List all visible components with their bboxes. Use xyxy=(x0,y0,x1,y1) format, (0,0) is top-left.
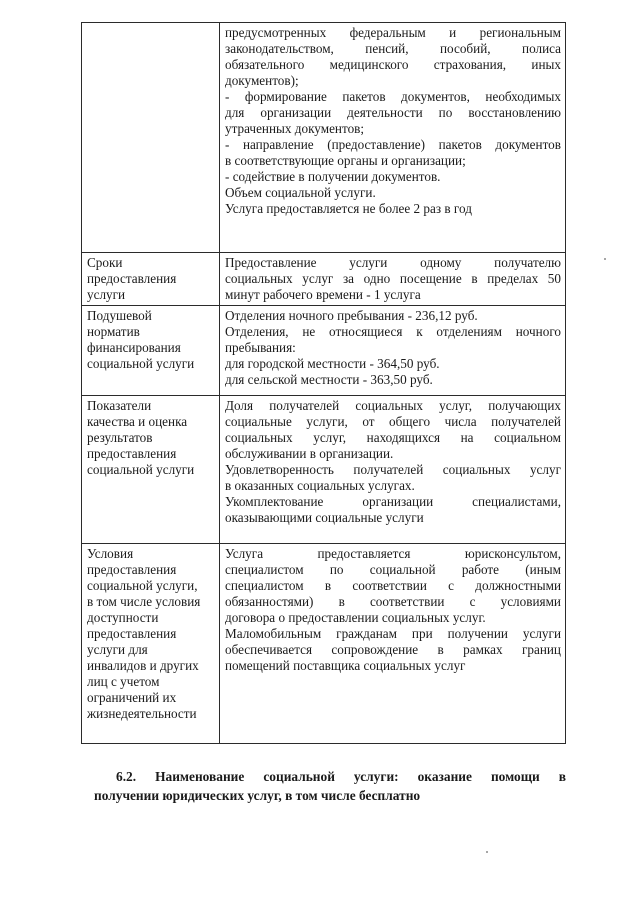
row-content-line: Объем социальной услуги. xyxy=(225,185,376,200)
row-label-line: инвалидов и других xyxy=(87,658,199,673)
row-content-line: утраченных документов; xyxy=(225,121,365,136)
row-content-cell xyxy=(220,396,566,544)
row-content-line: обеспечивается сопровождение в рамках границ xyxy=(225,642,561,657)
table-row xyxy=(82,306,566,396)
row-label-line: социальной услуги xyxy=(87,356,195,371)
row-content-line: для сельской местности - 363,50 руб. xyxy=(225,372,433,387)
row-content-line: Доля получателей социальных услуг, получающих xyxy=(225,398,561,413)
row-content-line: пребывания: xyxy=(225,340,296,355)
row-label-line: норматив xyxy=(87,324,140,339)
row-label-line: лиц с учетом xyxy=(87,674,160,689)
row-content-line: социальных услуг, находящихся на социальном xyxy=(225,430,561,445)
row-label-cell xyxy=(82,396,220,544)
row-content-line: в соответствующие органы и организации; xyxy=(225,153,466,168)
row-content-line: предусмотренных федеральным и региональным xyxy=(225,25,561,40)
row-content-line: социальных услуг за одно посещение в пределах 50 xyxy=(225,271,561,286)
row-content-line: документов); xyxy=(225,73,299,88)
row-label-line: предоставления xyxy=(87,626,177,641)
services-table xyxy=(81,22,566,744)
row-label-line: предоставления xyxy=(87,271,177,286)
row-label-line: социальной услуги xyxy=(87,462,195,477)
row-content-line: специалистом в соответствии с должностными xyxy=(225,578,561,593)
row-content-line: для организации деятельности по восстановлению xyxy=(225,105,561,120)
row-content-line: Маломобильным гражданам при получении услуги xyxy=(225,626,561,641)
row-content-line: минут рабочего времени - 1 услуга xyxy=(225,287,421,302)
row-label-line: услуги для xyxy=(87,642,148,657)
row-content-line: помещений поставщика социальных услуг xyxy=(225,658,466,673)
row-label-line: жизнедеятельности xyxy=(87,706,197,721)
scan-speck xyxy=(486,851,488,853)
row-content-line: Укомплектование организации специалистами, xyxy=(225,494,561,509)
row-label-line: финансирования xyxy=(87,340,181,355)
section-heading-line-1: 6.2. Наименование социальной услуги: оказание помощи в xyxy=(116,769,566,784)
row-label-line: результатов xyxy=(87,430,153,445)
row-content-line: договора о предоставлении социальных услуг. xyxy=(225,610,486,625)
row-label-line: Сроки xyxy=(87,255,123,270)
table-row xyxy=(82,253,566,306)
section-heading-line-2: получении юридических услуг, в том числе бесплатно xyxy=(94,788,421,803)
table-row xyxy=(82,396,566,544)
row-content-line: обязанностями) в соответствии с условиями xyxy=(225,594,561,609)
row-label-line: предоставления xyxy=(87,562,177,577)
row-content-line: Отделения, не относящиеся к отделениям ночного xyxy=(225,324,561,339)
row-label-line: в том числе условия xyxy=(87,594,201,609)
row-label-cell xyxy=(82,306,220,396)
row-content-line: специалистом по социальной работе (иным xyxy=(225,562,561,577)
row-content-line: обязательного медицинского страхования, иных xyxy=(225,57,561,72)
row-label-cell xyxy=(82,253,220,306)
row-content-line: - содействие в получении документов. xyxy=(225,169,441,184)
row-content-line: обслуживании в организации. xyxy=(225,446,394,461)
row-content-line: Услуга предоставляется юрисконсультом, xyxy=(225,546,561,561)
row-label-line: социальной услуги, xyxy=(87,578,198,593)
row-content-cell xyxy=(220,544,566,744)
row-label-line: ограничений их xyxy=(87,690,177,705)
row-label-line: услуги xyxy=(87,287,126,302)
row-content-line: - формирование пакетов документов, необходимых xyxy=(225,89,561,104)
table-row xyxy=(82,23,566,253)
row-content-line: оказывающими социальные услуги xyxy=(225,510,424,525)
row-label-line: Показатели xyxy=(87,398,152,413)
row-label-line: доступности xyxy=(87,610,159,625)
row-content-line: для городской местности - 364,50 руб. xyxy=(225,356,440,371)
row-content-line: законодательством, пенсий, пособий, полиса xyxy=(225,41,561,56)
scan-speck xyxy=(604,258,606,260)
row-content-line: социальные услуги, от общего числа получателей xyxy=(225,414,561,429)
row-label-line: качества и оценка xyxy=(87,414,188,429)
row-content-line: - направление (предоставление) пакетов документов xyxy=(225,137,561,152)
row-label-cell xyxy=(82,23,220,253)
row-content-cell xyxy=(220,253,566,306)
row-label-cell xyxy=(82,544,220,744)
row-content-cell xyxy=(220,23,566,253)
row-label-line: предоставления xyxy=(87,446,177,461)
row-label-line: Условия xyxy=(87,546,134,561)
section-heading xyxy=(94,767,566,805)
row-content-line: в оказанных социальных услугах. xyxy=(225,478,415,493)
table-row xyxy=(82,544,566,744)
row-content-line: Предоставление услуги одному получателю xyxy=(225,255,561,270)
row-content-line: Отделения ночного пребывания - 236,12 руб. xyxy=(225,308,478,323)
row-content-cell xyxy=(220,306,566,396)
row-label-line: Подушевой xyxy=(87,308,152,323)
row-content-line: Удовлетворенность получателей социальных услуг xyxy=(225,462,561,477)
row-content-line: Услуга предоставляется не более 2 раз в год xyxy=(225,201,472,216)
